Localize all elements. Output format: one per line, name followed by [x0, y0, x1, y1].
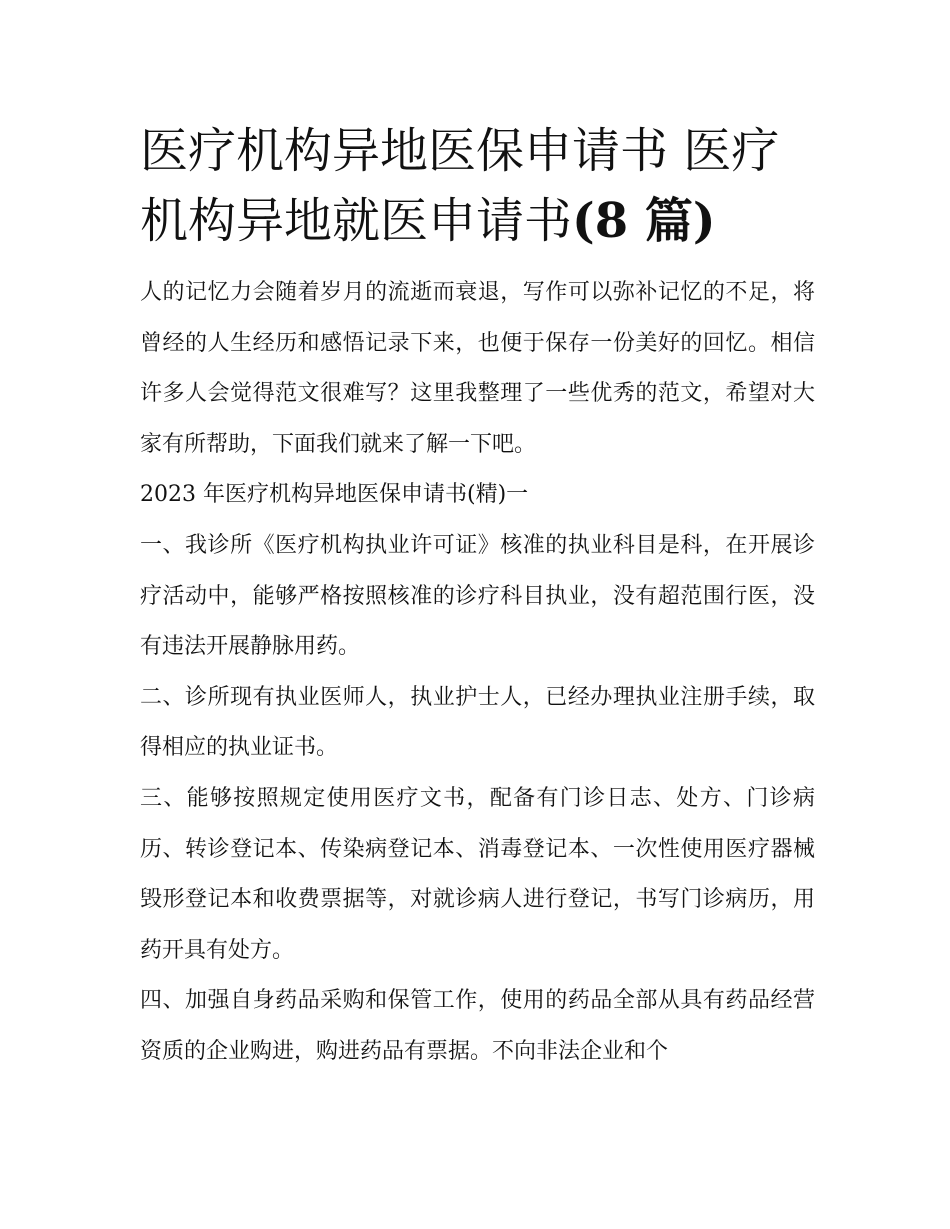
title-count: (8 篇)	[572, 193, 716, 249]
intro-paragraph: 人的记忆力会随着岁月的流逝而衰退，写作可以弥补记忆的不足，将曾经的人生经历和感悟记录下来，也便于保存一份美好的回忆。相信许多人会觉得范文很难写？这里我整理了一些优秀的范文，希望对大家有所帮助，下面我们就来了解一下吧。	[140, 280, 815, 457]
paragraph-3: 三、能够按照规定使用医疗文书，配备有门诊日志、处方、门诊病历、转诊登记本、传染病登记本、消毒登记本、一次性使用医疗器械毁形登记本和收费票据等，对就诊病人进行登记，书写门诊病历，用药开具有处方。	[140, 785, 815, 963]
section-heading: 2023 年医疗机构异地医保申请书(精)一	[140, 482, 529, 508]
paragraph-2: 二、诊所现有执业医师人，执业护士人，已经办理执业注册手续，取得相应的执业证书。	[140, 684, 815, 761]
title-main: 医疗机构异地医保申请书 医疗机构异地就医申请书	[140, 123, 780, 249]
document-title	[140, 116, 815, 256]
paragraph-1: 一、我诊所《医疗机构执业许可证》核准的执业科目是科，在开展诊疗活动中，能够严格按照核准的诊疗科目执业，没有超范围行医，没有违法开展静脉用药。	[140, 532, 815, 660]
paragraph-4: 四、加强自身药品采购和保管工作，使用的药品全部从具有药品经营资质的企业购进，购进药品有票据。不向非法企业和个	[140, 988, 815, 1064]
document-page	[140, 116, 815, 1078]
